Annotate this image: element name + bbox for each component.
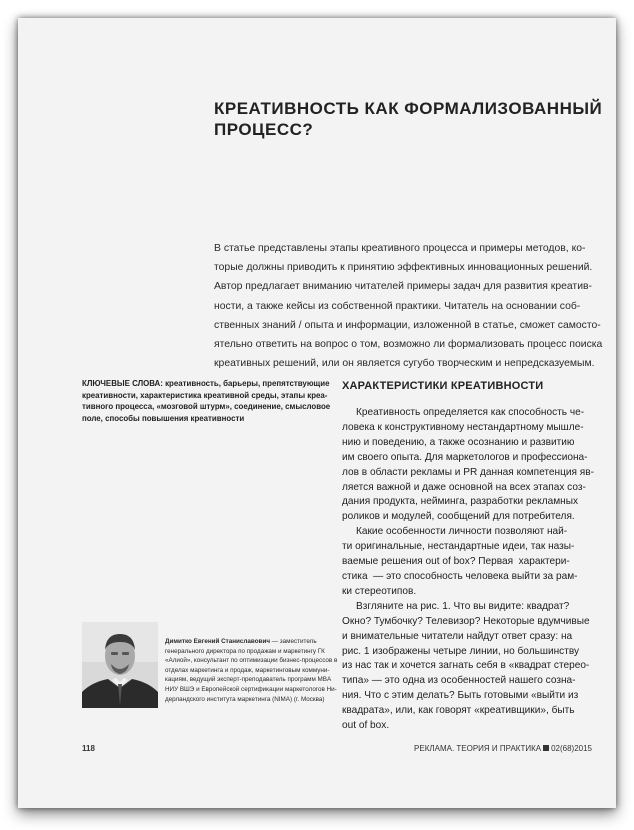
body-line: дания продукта, нейминга, разработки рекламных [342,496,579,508]
author-bio [165,637,338,704]
author-bio-line: «Алиой», консультант по оптимизации бизнес-процессов в [165,657,338,665]
article-abstract [214,239,603,373]
abstract-line: Автор предлагает вниманию читателей примеры задач для развития креатив- [214,281,592,293]
abstract-line: ственных знаний / опыта и информации, изложенной в статье, сможет самосто- [214,319,601,331]
body-line: ки стереотипов. [342,585,417,597]
article-body [342,406,594,734]
author-bio-line: кациям, ведущий эксперт-преподаватель программ MBA [165,676,332,684]
body-line: Окно? Тумбочку? Телевизор? Некоторые вдумчивые [342,615,590,627]
body-line: лов в области рекламы и PR данная компетенция яв- [342,466,594,478]
body-line: ваемые решения out of box? Первая характери- [342,556,570,568]
keywords-block [82,378,338,424]
body-line: квадрата», или, как говорят «креативщики», быть [342,705,575,717]
square-bullet-icon [543,745,549,751]
keywords-line: тивного процесса, «мозговой штурм», соединение, смысловое [82,402,331,411]
journal-page [18,18,616,808]
body-line: и внимательные читатели найдут ответ сразу: на [342,630,573,642]
title-line: ПРОЦЕСС? [214,120,314,139]
section-heading: ХАРАКТЕРИСТИКИ КРЕАТИВНОСТИ [342,380,544,392]
body-line: им своего опыта. Для маркетологов и профессиона- [342,451,588,463]
body-line: ти оригинальные, нестандартные идеи, так назы- [342,541,575,553]
keywords-line: КЛЮЧЕВЫЕ СЛОВА: креативность, барьеры, препятствующие [82,379,330,388]
author-bio-line: дерландского института маркетинга (NIMA) (г. Москва) [165,695,325,703]
author-name: Димитко Евгений Станиславович [165,638,270,645]
abstract-line: В статье представлены этапы креативного процесса и примеры методов, ко- [214,243,586,254]
body-line: Взгляните на рис. 1. Что вы видите: квадрат? [342,600,570,612]
body-line: out of box. [342,720,390,732]
page-footer [82,744,592,756]
abstract-line: торые должны приводить к принятию эффективных инновационных решений. [214,262,593,274]
body-line: роликов и модулей, сообщений для потребителя. [342,511,575,523]
body-line: рис. 1 изображены четыре линии, но большинству [342,645,580,657]
body-line: ляется важной и даже основной на всех этапах соз- [342,481,586,493]
abstract-line: креативных решений, или он является сугубо творческим и непредсказуемым. [214,358,595,370]
body-line: Какие особенности личности позволяют най- [342,526,568,538]
body-line: Креативность определяется как способность че- [342,407,585,418]
title-line: КРЕАТИВНОСТЬ КАК ФОРМАЛИЗОВАННЫЙ [214,99,603,118]
body-line: типа» — это одна из особенностей нашего созна- [342,675,576,687]
keywords-line: поле, способы повышения креативности [82,413,245,423]
body-line: ния. Что с этим делать? Быть готовыми «выйти из [342,690,579,702]
author-bio-line: НИУ ВШЭ и Европейской сертификации маркетологов Ни- [165,685,337,693]
abstract-line: ности, а также кейсы из собственной практики. Читатель на основании соб- [214,300,581,312]
journal-info [414,744,592,753]
journal-title: РЕКЛАМА. ТЕОРИЯ И ПРАКТИКА [414,744,542,753]
page-number: 118 [82,744,95,753]
body-line: стика — это способность человека выйти за рам- [342,570,578,582]
keywords-line: креативности, характеристика креативной среды, этапы креа- [82,390,328,400]
body-line: ловека к конструктивному нестандартному мышле- [342,421,584,433]
body-line: из нас так и хочется загнать себя в «квадрат стерео- [342,660,590,672]
author-bio-line: генерального директора по продажам и маркетингу ГК [165,647,325,655]
abstract-line: ятельно ответить на вопрос о том, возможно ли формализовать процесс поиска [214,339,603,351]
author-bio-line: отделах маркетинга и продаж, маркетинговым коммуни- [165,666,330,674]
body-line: нию и поведению, а также осознанию и развитию [342,436,575,448]
journal-issue: 02(68)2015 [551,744,592,753]
author-photo [82,622,158,708]
author-bio-line: — заместитель [269,638,317,645]
article-title [214,98,604,140]
